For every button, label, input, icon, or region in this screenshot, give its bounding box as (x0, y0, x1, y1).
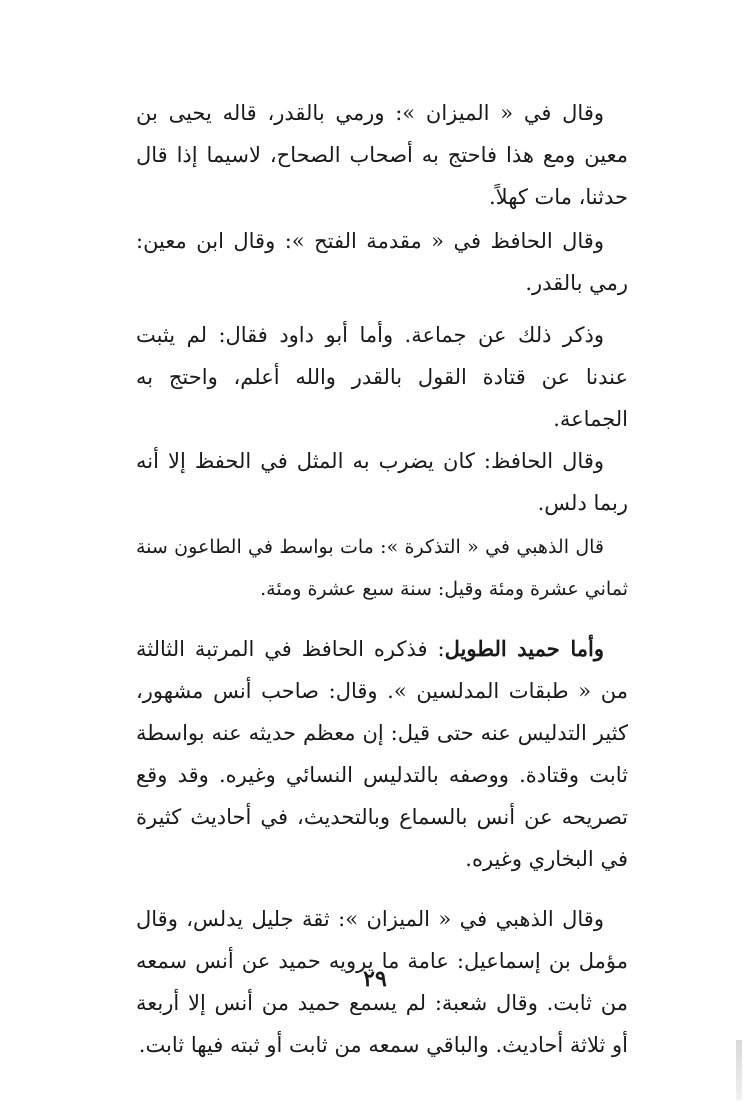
paragraph-abu-dawud: وذكر ذلك عن جماعة. وأما أبو داود فقال: لم يثبت عندنا عن قتادة القول بالقدر والله أعلم، واحتج به الجماعة. (136, 323, 628, 431)
paragraph-dhahabi-mizan-humayd: وقال الذهبي في « الميزان »: ثقة جليل يدلس، وقال مؤمل بن إسماعيل: عامة ما يرويه حميد عن أنس سمعه من ثابت. وقال شعبة: لم يسمع حميد من أنس إلا أربعة أو ثلاثة أحاديث. والباقي سمعه من ثابت أو ثبته فيها ثابت. (136, 907, 628, 1057)
paragraph-humayd-al-tawil (136, 628, 628, 880)
paragraph-mizan-qadar: وقال في « الميزان »: ورمي بالقدر، قاله يحيى بن معين ومع هذا فاحتج به أصحاب الصحاح، لاسيما إذا قال حدثنا، مات كهلاً. (136, 101, 628, 209)
page-body (136, 92, 628, 1066)
paragraph-tadhkira-death: قال الذهبي في « التذكرة »: مات بواسط في الطاعون سنة ثماني عشرة ومئة وقيل: سنة سبع عشرة ومئة. (136, 536, 628, 600)
scan-edge-shadow (736, 1040, 742, 1100)
humayd-text: : فذكره الحافظ في المرتبة الثالثة من « طبقات المدلسين ». وقال: صاحب أنس مشهور، كثير التدليس عنه حتى قيل: إن معظم حديثه عنه بواسطة ثابت وقتادة. ووصفه بالتدليس النسائي وغيره. وقد وقع تصريحه عن أنس بالسماع وبالتحديث، في أحاديث كثيرة في البخاري وغيره. (136, 637, 628, 871)
paragraph-muqaddimat-al-fath: وقال الحافظ في « مقدمة الفتح »: وقال ابن معين: رمي بالقدر. (136, 229, 628, 295)
humayd-heading: وأما حميد الطويل (444, 636, 604, 661)
page-number: ٢٩ (363, 966, 387, 992)
paragraph-hafiz-tadlis: وقال الحافظ: كان يضرب به المثل في الحفظ إلا أنه ربما دلس. (136, 449, 628, 515)
